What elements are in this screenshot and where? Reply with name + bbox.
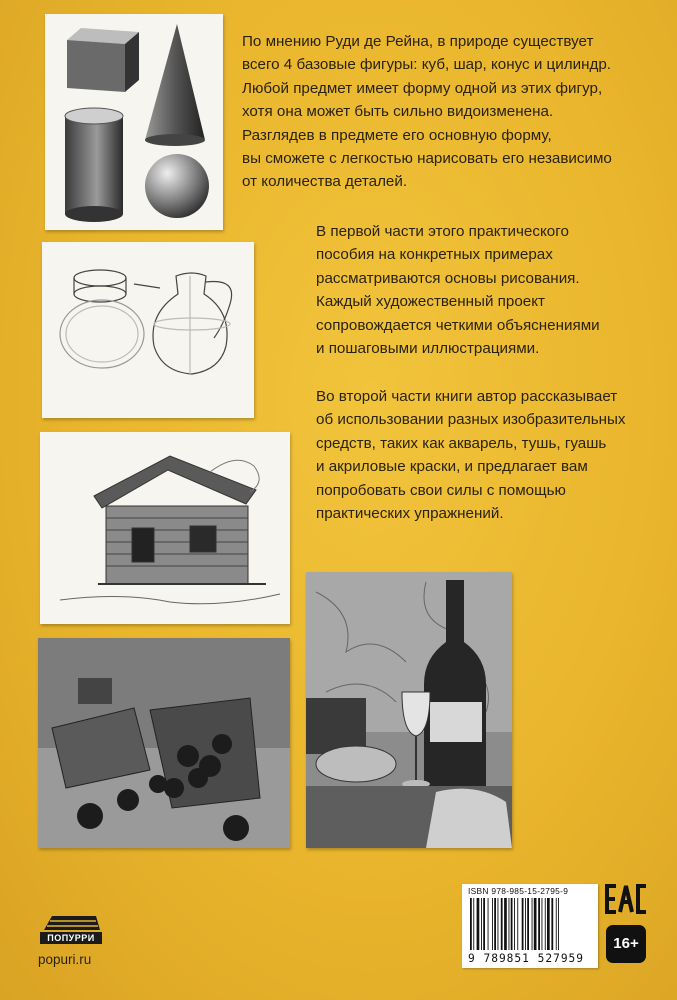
- publisher-name: ПОПУРРИ: [40, 932, 102, 944]
- barcode-bar: [534, 898, 537, 950]
- p1-line: Любой предмет имеет форму одной из этих фигур,: [242, 79, 603, 97]
- p3-line: об использовании разных изобразительных: [316, 411, 626, 429]
- isbn-barcode: [462, 884, 598, 968]
- ean-number: 9 789851 527959: [468, 952, 585, 965]
- barcode-bar: [477, 898, 480, 950]
- barcode-bar: [551, 898, 553, 950]
- house-illustration: [40, 432, 290, 624]
- p2-line: сопровождается четкими объяснениями: [316, 316, 600, 334]
- part-one-paragraph: [316, 220, 600, 360]
- p3-line: средств, таких как акварель, тушь, гуашь: [316, 434, 607, 452]
- barcode-bar: [494, 898, 496, 950]
- barcode-bar: [509, 898, 510, 950]
- barcode-bar: [483, 898, 485, 950]
- p2-line: пособия на конкретных примерах: [316, 246, 553, 264]
- p1-line: всего 4 базовые фигуры: куб, шар, конус и цилиндр.: [242, 56, 612, 74]
- shapes-illustration: [45, 14, 223, 230]
- tomatoes-still-life: [38, 638, 290, 848]
- p1-line: По мнению Руди де Рейна, в природе существует: [242, 33, 594, 50]
- jug-illustration: [42, 242, 254, 418]
- barcode-bar: [501, 898, 503, 950]
- barcode-bar: [525, 898, 526, 950]
- barcode-bar: [556, 898, 557, 950]
- barcode-bar: [481, 898, 482, 950]
- barcode-bar: [517, 898, 518, 950]
- barcode-bar: [542, 898, 543, 950]
- barcode-bar: [538, 898, 540, 950]
- barcode-bar: [527, 898, 529, 950]
- p2-line: В первой части этого практического: [316, 223, 569, 240]
- age-rating-badge: 16+: [606, 925, 646, 963]
- barcode-bar: [522, 898, 524, 950]
- barcode-bar: [514, 898, 515, 950]
- barcode-bar: [504, 898, 507, 950]
- p3-line: Во второй части книги автор рассказывает: [316, 388, 618, 405]
- barcode-bar: [488, 898, 489, 950]
- barcode-bar: [492, 898, 493, 950]
- eac-mark-icon: [604, 882, 648, 916]
- p3-line: попробовать свои силы с помощью: [316, 481, 566, 499]
- barcode-bar: [498, 898, 499, 950]
- intro-paragraph: [242, 30, 612, 194]
- barcode-bar: [473, 898, 474, 950]
- barcode-bar: [545, 898, 546, 950]
- p2-line: и пошаговыми иллюстрациями.: [316, 340, 540, 358]
- barcode-bar: [547, 898, 550, 950]
- bottle-still-life: [306, 572, 512, 848]
- part-two-paragraph: [316, 385, 626, 525]
- barcode-bar: [470, 898, 472, 950]
- p1-line: Разглядев в предмете его основную форму,: [242, 126, 552, 144]
- p3-line: практических упражнений.: [316, 505, 504, 523]
- barcode-bars: [470, 898, 590, 950]
- barcode-bar: [532, 898, 533, 950]
- p1-line: хотя она может быть сильно видоизменена.: [242, 103, 554, 121]
- p1-line: от количества деталей.: [242, 173, 408, 191]
- barcode-bar: [511, 898, 513, 950]
- p2-line: Каждый художественный проект: [316, 293, 545, 311]
- isbn-number: ISBN 978-985-15-2795-9: [468, 886, 569, 896]
- barcode-bar: [558, 898, 559, 950]
- p1-line: вы сможете с легкостью нарисовать его независимо: [242, 150, 612, 168]
- publisher-website: popuri.ru: [38, 952, 92, 967]
- p3-line: и акриловые краски, и предлагает вам: [316, 458, 588, 476]
- p2-line: рассматриваются основы рисования.: [316, 269, 580, 287]
